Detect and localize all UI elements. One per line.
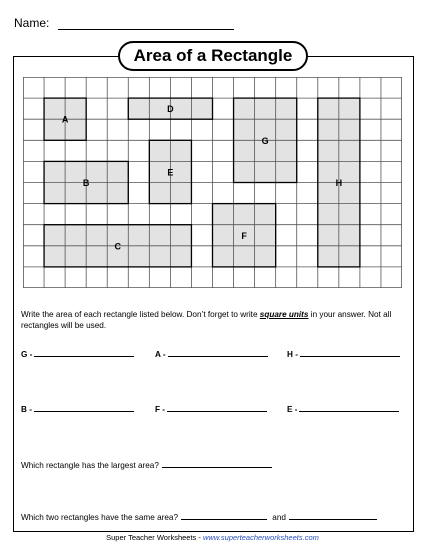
- question-largest-blank[interactable]: [162, 460, 272, 468]
- question-largest: [21, 460, 272, 470]
- answer-blank[interactable]: [167, 404, 267, 412]
- answer-label: H -: [287, 350, 298, 359]
- answer-label: E -: [287, 405, 298, 414]
- question-largest-text: Which rectangle has the largest area?: [21, 461, 159, 470]
- question-same: [21, 512, 377, 522]
- answer-a: [155, 349, 268, 359]
- question-same-and: and: [272, 513, 286, 522]
- rectangle-grid: [23, 77, 402, 288]
- answer-g: [21, 349, 134, 359]
- answer-label: B -: [21, 405, 32, 414]
- rectangle-label-b: B: [82, 178, 90, 188]
- rectangle-label-c: C: [114, 241, 121, 252]
- rectangle-label-e: E: [167, 167, 174, 178]
- instructions-emphasis: square units: [259, 310, 309, 319]
- answer-b: [21, 404, 134, 414]
- instructions-part1: Write the area of each rectangle listed below. Don’t forget to write: [21, 310, 260, 319]
- footer: [0, 533, 425, 542]
- answer-e: [287, 404, 399, 414]
- rectangle-label-f: F: [241, 230, 247, 241]
- rectangle-label-g: G: [261, 135, 269, 146]
- answer-blank[interactable]: [34, 404, 134, 412]
- question-same-text: Which two rectangles have the same area?: [21, 513, 179, 522]
- rectangle-label-d: D: [167, 104, 174, 115]
- answer-label: A -: [155, 350, 166, 359]
- answer-blank[interactable]: [299, 404, 399, 412]
- answer-h: [287, 349, 400, 359]
- instructions: [21, 310, 411, 331]
- answer-blank[interactable]: [168, 349, 268, 357]
- answer-blank[interactable]: [34, 349, 134, 357]
- rectangle-label-h: H: [335, 178, 343, 188]
- question-same-blank-1[interactable]: [181, 512, 267, 520]
- page-title: Area of a Rectangle: [118, 41, 308, 71]
- question-same-blank-2[interactable]: [289, 512, 377, 520]
- answer-f: [155, 404, 267, 414]
- name-label: Name:: [14, 16, 50, 30]
- rectangle-label-a: A: [61, 114, 69, 125]
- footer-brand: Super Teacher Worksheets: [106, 533, 197, 542]
- footer-separator: -: [196, 533, 203, 542]
- footer-url-link[interactable]: www.superteacherworksheets.com: [202, 533, 319, 542]
- answer-label: G -: [21, 350, 33, 359]
- grid-svg: [23, 77, 402, 288]
- answer-blank[interactable]: [300, 349, 400, 357]
- instructions-part2: in your answer. Not all rectangles will be used.: [21, 310, 392, 330]
- name-field[interactable]: [58, 29, 234, 30]
- answer-label: F -: [155, 405, 166, 414]
